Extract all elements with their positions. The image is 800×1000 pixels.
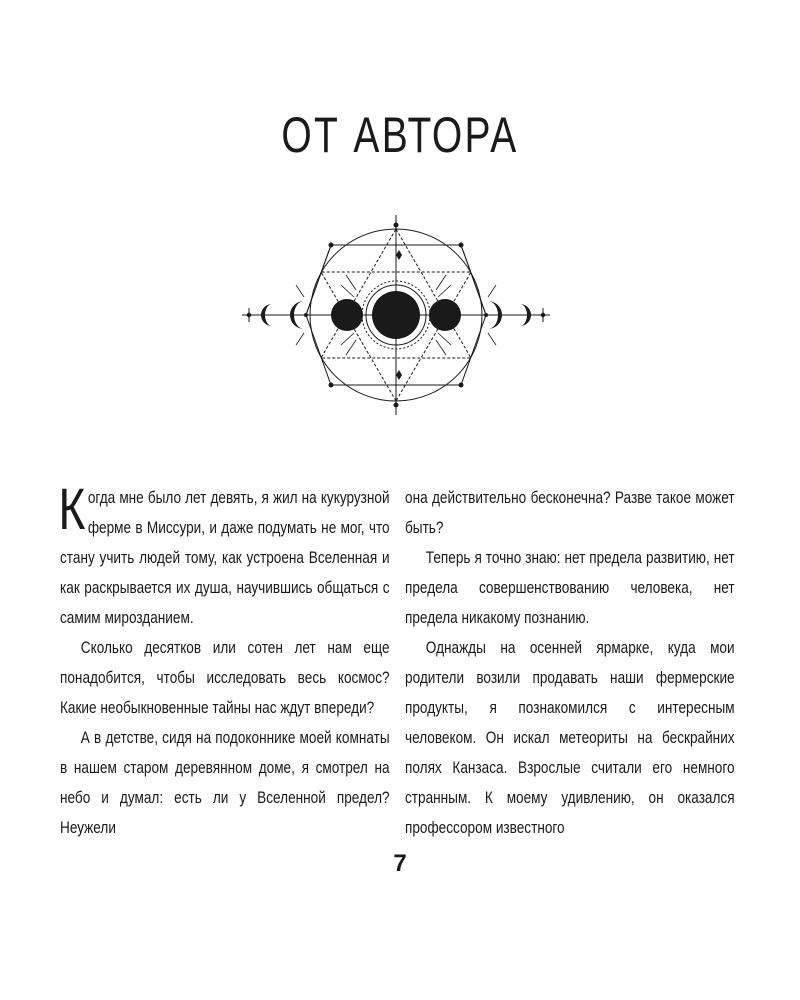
drop-cap: К bbox=[58, 477, 86, 542]
paragraph bbox=[58, 477, 390, 633]
paragraph: она действительно бесконечна? Разве такое может быть? bbox=[405, 488, 735, 537]
text-column-left bbox=[58, 477, 390, 843]
paragraph: Однажды на осенней ярмарке, куда мои родители возили продавать наши фермерские продукты, я познакомился с интересным человеком. Он искал метеориты на бескрайних полях Канзаса. Взрослые считали его немного странным. К моему удивлению, он оказался профессором известного bbox=[405, 638, 735, 837]
paragraph: Теперь я точно знаю: нет предела развитию, нет предела совершенствованию человека, нет предела никакому познанию. bbox=[405, 548, 735, 627]
text-column-right bbox=[405, 483, 735, 843]
moon-phases-icon bbox=[236, 215, 556, 415]
page-number: 7 bbox=[393, 850, 407, 877]
paragraph: Сколько десятков или сотен лет нам еще понадобится, чтобы исследовать весь космос? Какие необыкновенные тайны нас ждут впереди? bbox=[60, 638, 390, 717]
page-title: ОТ АВТОРА bbox=[281, 107, 519, 163]
paragraph-text: огда мне было лет девять, я жил на кукурузной ферме в Миссури, и даже подумать не мог, что стану учить людей тому, как устроена Вселенная и как раскрывается их душа, научившись общаться с самим мирозданием. bbox=[60, 488, 390, 627]
paragraph: А в детстве, сидя на подоконнике моей комнаты в нашем старом деревянном доме, я смотрел на небо и думал: есть ли у Вселенной предел? Неужели bbox=[60, 728, 390, 837]
